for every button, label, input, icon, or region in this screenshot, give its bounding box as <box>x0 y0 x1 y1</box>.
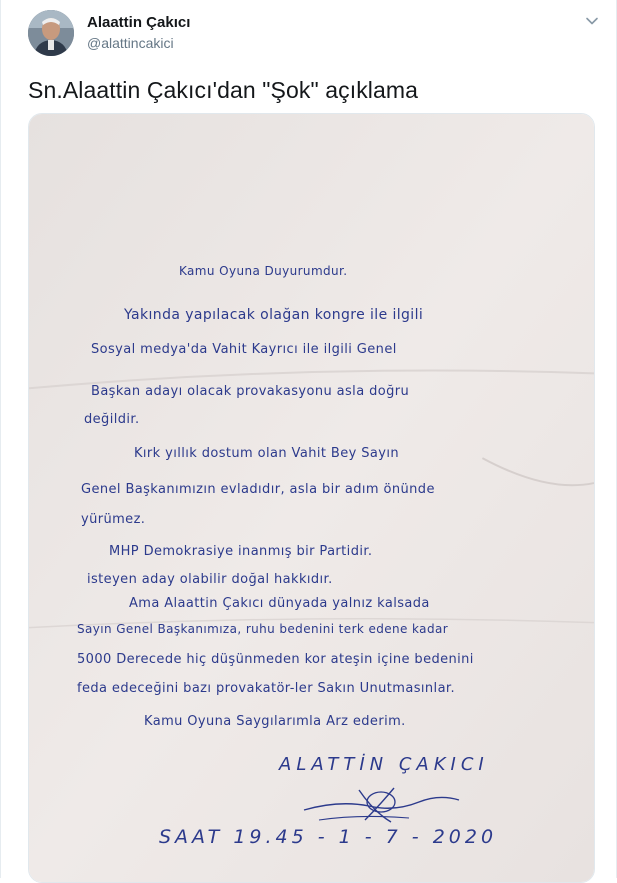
avatar-photo <box>28 10 74 56</box>
avatar[interactable] <box>28 10 74 56</box>
letter-line: Başkan adayı olacak provakasyonu asla doğru <box>91 384 410 399</box>
author-block <box>87 14 190 52</box>
letter-line: isteyen aday olabilir doğal hakkıdır. <box>87 572 333 587</box>
letter-line: Kamu Oyuna Saygılarımla Arz ederim. <box>144 714 406 729</box>
letter-line: Sayın Genel Başkanımıza, ruhu bedenini terk edene kadar <box>77 622 449 636</box>
letter-line: Kırk yıllık dostum olan Vahit Bey Sayın <box>134 446 399 461</box>
letter-line: MHP Demokrasiye inanmış bir Partidir. <box>109 544 373 559</box>
letter-line: Yakında yapılacak olağan kongre ile ilgili <box>124 307 424 323</box>
tweet-text: Sn.Alaattin Çakıcı'dan "Şok" açıklama <box>28 77 419 103</box>
author-display-name[interactable]: Alaattin Çakıcı <box>87 14 191 31</box>
letter-datetime: SAAT 19.45 - 1 - 7 - 2020 <box>159 826 498 848</box>
chevron-down-icon[interactable] <box>585 14 599 28</box>
signature-scribble <box>299 782 469 827</box>
letter-line: Ama Alaattin Çakıcı dünyada yalnız kalsada <box>129 596 430 611</box>
author-handle[interactable]: @alattincakici <box>87 35 174 51</box>
letter-line: feda edeceğini bazı provakatör-ler Sakın Unutmasınlar. <box>77 681 456 696</box>
letter-line: Kamu Oyuna Duyurumdur. <box>179 264 348 278</box>
letter-line: yürümez. <box>81 512 146 527</box>
letter-line: Genel Başkanımızın evladıdır, asla bir adım önünde <box>81 482 435 497</box>
signature-name: ALATTİN ÇAKICI <box>279 754 489 775</box>
letter-line: 5000 Derecede hiç düşünmeden kor ateşin içine bedenini <box>77 652 474 667</box>
letter-line: değildir. <box>84 412 140 427</box>
letter-line: Sosyal medya'da Vahit Kayrıcı ile ilgili Genel <box>91 342 397 357</box>
tweet-media-photo[interactable] <box>28 113 595 883</box>
